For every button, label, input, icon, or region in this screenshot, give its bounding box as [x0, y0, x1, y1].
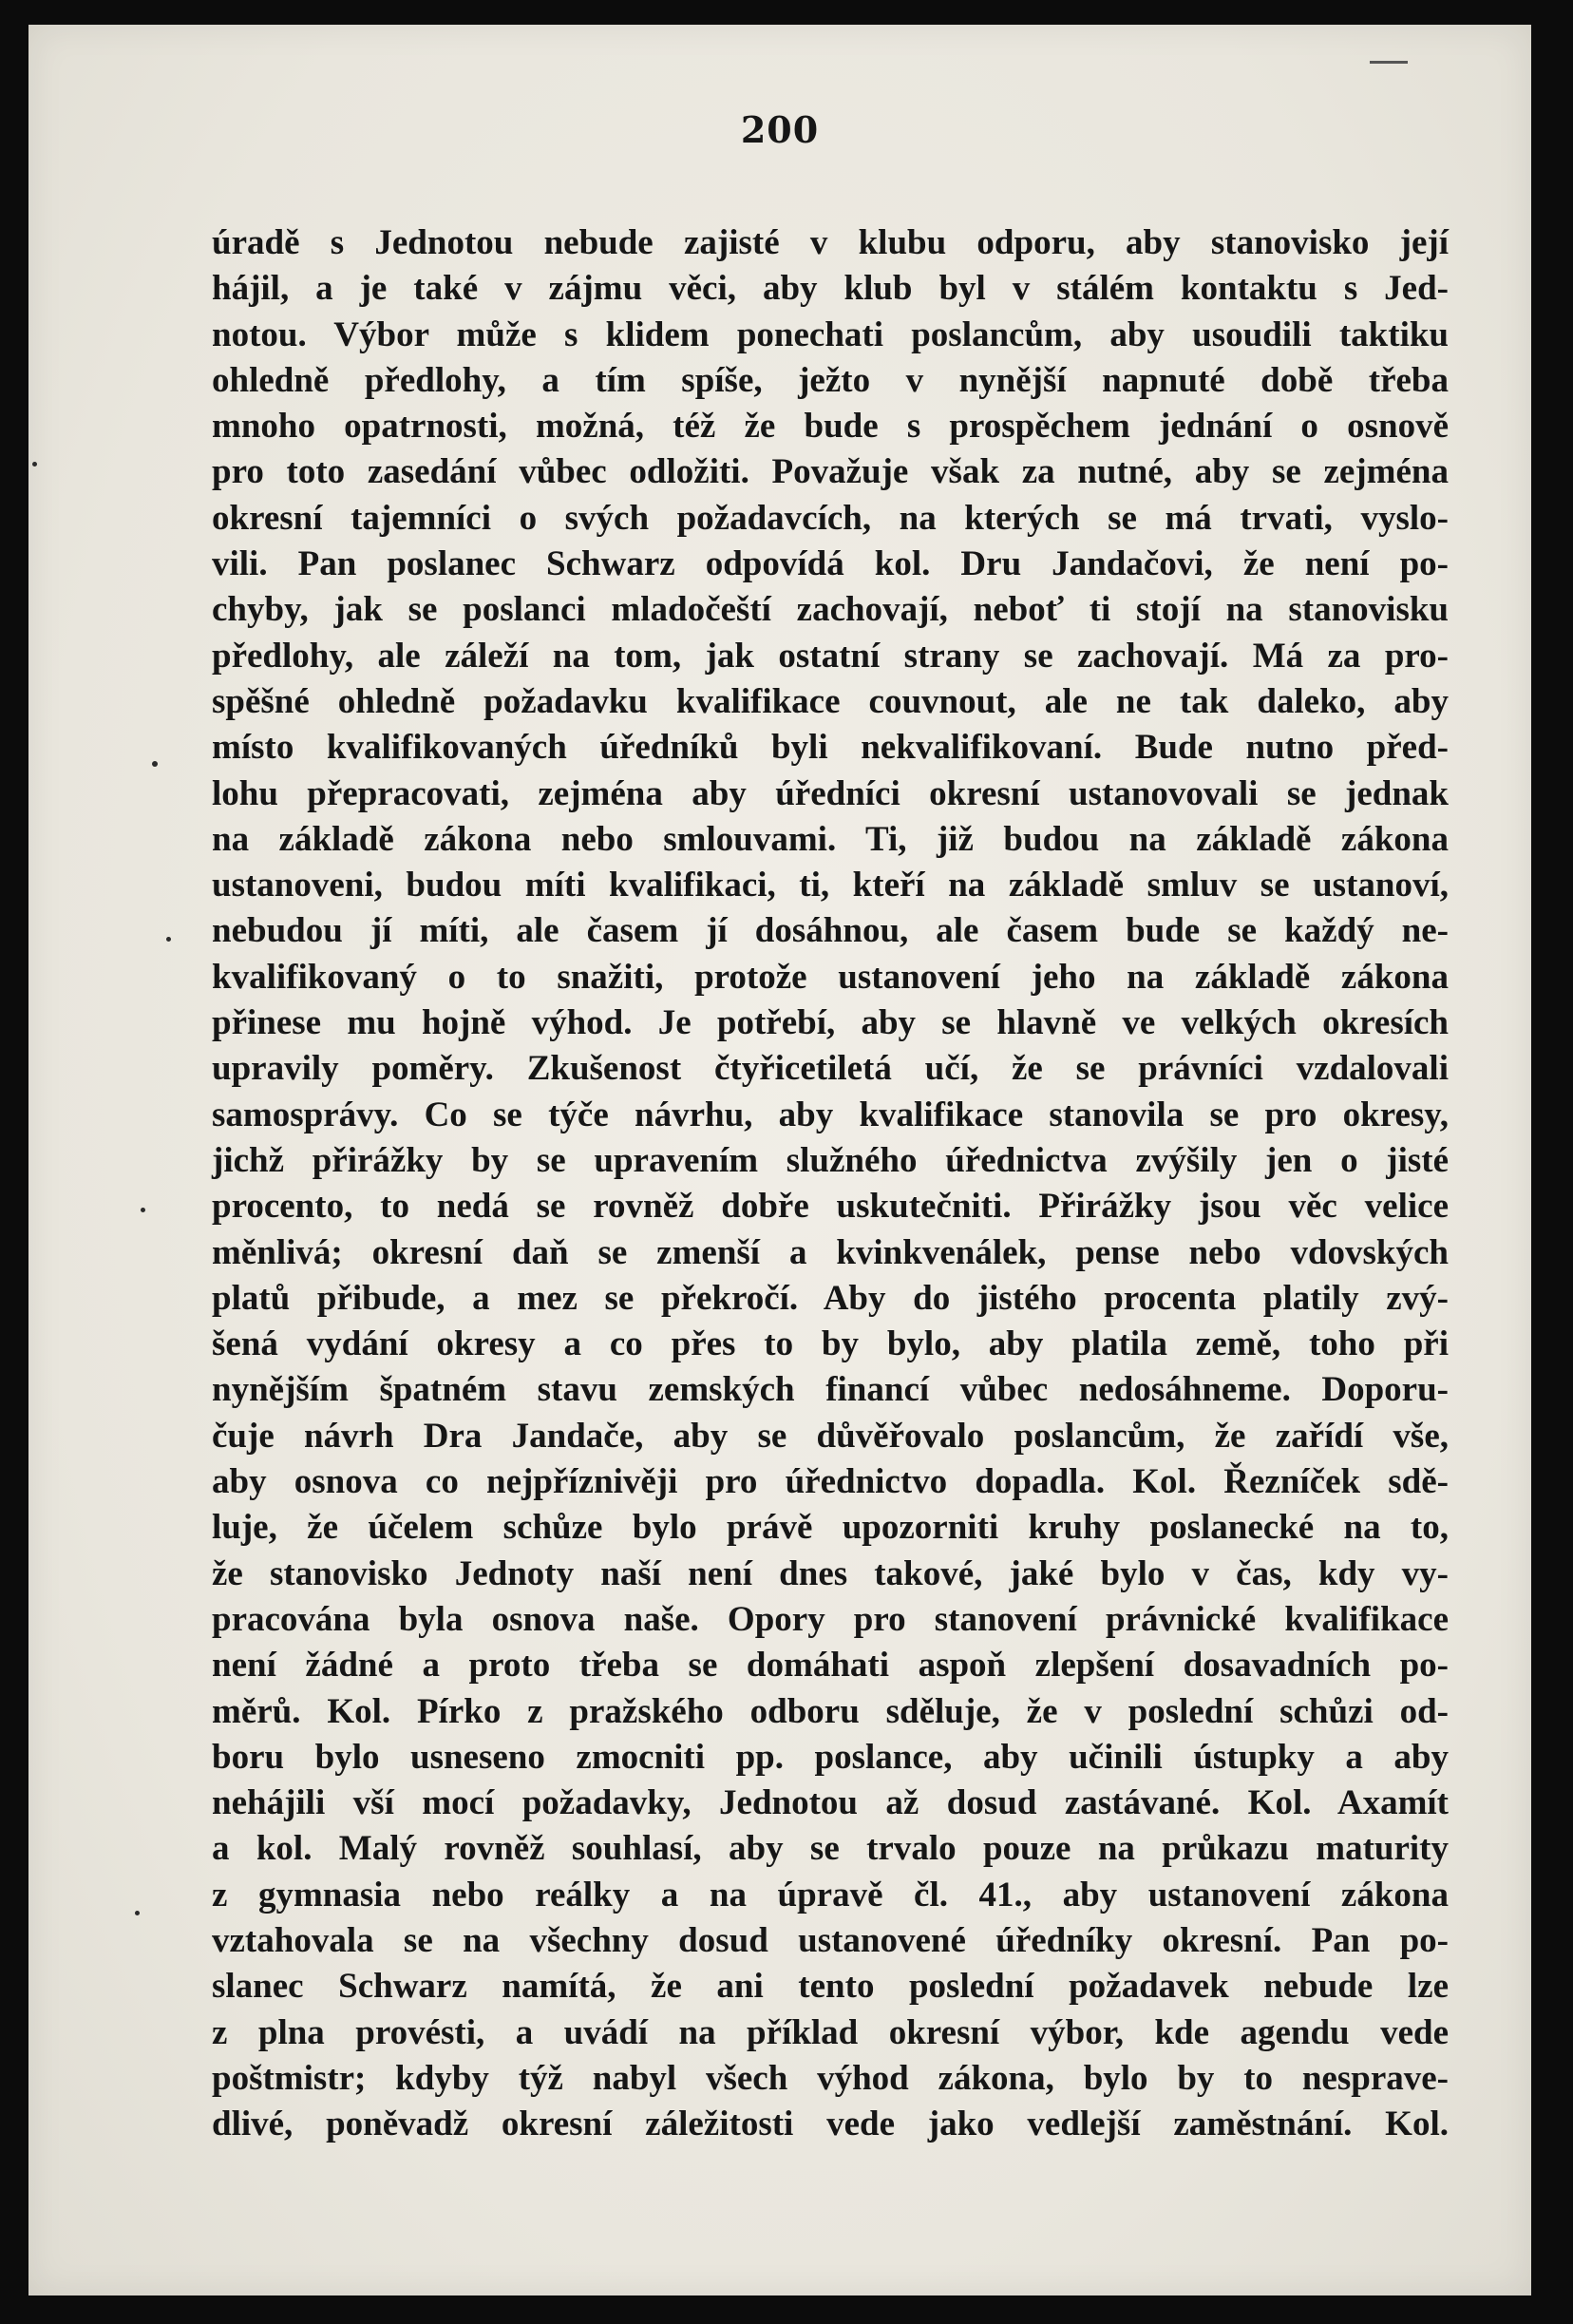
text-line: ustanoveni, budou míti kvalifikaci, ti, kteří na základě smluv se ustanoví, — [212, 866, 1449, 905]
text-line: mnoho opatrnosti, možná, též že bude s prospěchem jednání o osnově — [212, 407, 1449, 447]
text-line: úradě s Jednotou nebude zajisté v klubu odporu, aby stanovisko její — [212, 223, 1449, 262]
text-line: měrů. Kol. Pírko z pražského odboru sděluje, že v poslední schůzi od- — [212, 1691, 1449, 1731]
text-line: platů přibude, a mez se překročí. Aby do jistého procenta platily zvý- — [212, 1278, 1449, 1318]
text-line: místo kvalifikovaných úředníků byli nekvalifikovaní. Bude nutno před- — [212, 728, 1449, 768]
text-line: boru bylo usneseno zmocniti pp. poslance, aby učinili ústupky a aby — [212, 1737, 1449, 1777]
text-line: notou. Výbor může s klidem ponechati poslancům, aby usoudili taktiku — [212, 314, 1449, 354]
page-number: 200 — [740, 108, 820, 151]
text-line: měnlivá; okresní daň se zmenší a kvinkvenálek, pense nebo vdovských — [212, 1232, 1449, 1272]
text-line: nynějším špatném stavu zemských financí vůbec nedosáhneme. Doporu- — [212, 1370, 1449, 1410]
text-line: hájil, a je také v zájmu věci, aby klub byl v stálém kontaktu s Jed- — [212, 269, 1449, 309]
scan-speck — [166, 937, 171, 942]
text-line: chyby, jak se poslanci mladočeští zachovají, neboť ti stojí na stanovisku — [212, 590, 1449, 630]
text-line: že stanovisko Jednoty naší není dnes takové, jaké bylo v čas, kdy vy- — [212, 1553, 1449, 1593]
text-line: pro toto zasedání vůbec odložiti. Považuje však za nutné, aby se zejména — [212, 452, 1449, 492]
text-line: luje, že účelem schůze bylo právě upozorniti kruhy poslanecké na to, — [212, 1508, 1449, 1548]
text-line: ohledně předlohy, a tím spíše, ježto v nynější napnuté době třeba — [212, 360, 1449, 400]
text-line: na základě zákona nebo smlouvami. Ti, již budou na základě zákona — [212, 819, 1449, 859]
text-line: jichž přirážky by se upravením služného úřednictva zvýšily jen o jisté — [212, 1140, 1449, 1180]
text-line: slanec Schwarz namítá, že ani tento poslední požadavek nebude lze — [212, 1967, 1449, 2007]
text-line: spěšné ohledně požadavku kvalifikace couvnout, ale ne tak daleko, aby — [212, 681, 1449, 721]
text-line: není žádné a proto třeba se domáhati aspoň zlepšení dosavadních po- — [212, 1646, 1449, 1686]
scan-mark — [1370, 61, 1408, 64]
text-line: lohu přepracovati, zejména aby úředníci okresní ustanovovali se jednak — [212, 773, 1449, 813]
text-line: procento, to nedá se rovněž dobře uskutečniti. Přirážky jsou věc velice — [212, 1187, 1449, 1227]
text-line: šená vydání okresy a co přes to by bylo, aby platila země, toho při — [212, 1324, 1449, 1364]
body-text — [212, 220, 1449, 2147]
text-line: čuje návrh Dra Jandače, aby se důvěřovalo poslancům, že zařídí vše, — [212, 1416, 1449, 1456]
text-line: upravily poměry. Zkušenost čtyřicetiletá učí, že se právníci vzdalovali — [212, 1049, 1449, 1089]
text-line: z gymnasia nebo reálky a na úpravě čl. 41., aby ustanovení zákona — [212, 1875, 1449, 1914]
text-line: kvalifikovaný o to snažiti, protože ustanovení jeho na základě zákona — [212, 957, 1449, 997]
text-line: pracována byla osnova naše. Opory pro stanovení právnické kvalifikace — [212, 1599, 1449, 1639]
scan-speck — [32, 462, 37, 467]
text-line: nebudou jí míti, ale časem jí dosáhnou, ale časem bude se každý ne- — [212, 911, 1449, 951]
text-line: vili. Pan poslanec Schwarz odpovídá kol. Dru Jandačovi, že není po- — [212, 544, 1449, 584]
text-line: předlohy, ale záleží na tom, jak ostatní strany se zachovají. Má za pro- — [212, 636, 1449, 676]
text-line: z plna provésti, a uvádí na příklad okresní výbor, kde agendu vede — [212, 2012, 1449, 2052]
text-line: okresní tajemníci o svých požadavcích, na kterých se má trvati, vyslo- — [212, 498, 1449, 538]
scan-speck — [135, 1911, 140, 1915]
text-line: dlivé, poněvadž okresní záležitosti vede jako vedlejší zaměstnání. Kol. — [212, 2105, 1449, 2144]
text-line: vztahovala se na všechny dosud ustanovené úředníky okresní. Pan po- — [212, 1920, 1449, 1960]
text-line: samosprávy. Co se týče návrhu, aby kvalifikace stanovila se pro okresy, — [212, 1095, 1449, 1134]
scan-speck — [141, 1208, 145, 1212]
text-line: a kol. Malý rovněž souhlasí, aby se trvalo pouze na průkazu maturity — [212, 1829, 1449, 1869]
scan-speck — [152, 761, 158, 767]
text-line: aby osnova co nejpříznivěji pro úřednictvo dopadla. Kol. Řezníček sdě- — [212, 1462, 1449, 1502]
text-line: přinese mu hojně výhod. Je potřebí, aby se hlavně ve velkých okresích — [212, 1003, 1449, 1043]
book-page — [28, 25, 1531, 2295]
text-line: nehájili vší mocí požadavky, Jednotou až dosud zastávané. Kol. Axamít — [212, 1783, 1449, 1823]
text-line: poštmistr; kdyby týž nabyl všech výhod zákona, bylo by to nesprave- — [212, 2058, 1449, 2098]
